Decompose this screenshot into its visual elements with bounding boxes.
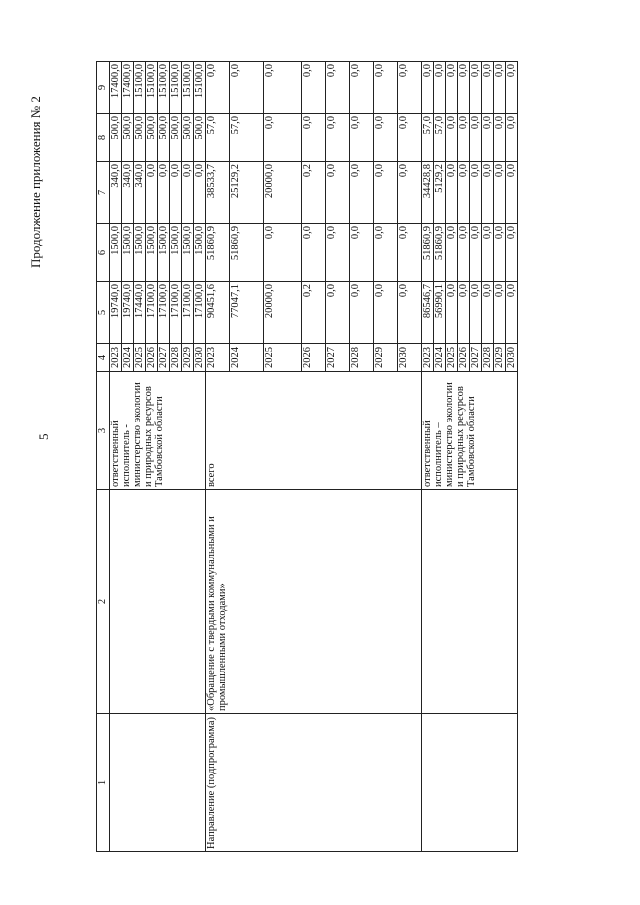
value-cell: 57,0 xyxy=(434,114,446,162)
value-cell: 0,2 xyxy=(302,282,326,344)
value-cell: 0,0 xyxy=(482,162,494,224)
rotated-table-area xyxy=(96,62,586,852)
value-cell: 1500,0 xyxy=(134,224,146,282)
year-cell: 2029 xyxy=(374,344,398,372)
value-cell: 0,0 xyxy=(350,62,374,114)
value-cell: 15100,0 xyxy=(146,62,158,114)
value-cell: 0,0 xyxy=(264,224,302,282)
name-cell xyxy=(110,490,206,714)
value-cell: 500,0 xyxy=(194,114,206,162)
value-cell: 500,0 xyxy=(158,114,170,162)
header-cell-4: 4 xyxy=(97,344,110,372)
value-cell: 0,0 xyxy=(302,224,326,282)
year-cell: 2030 xyxy=(194,344,206,372)
value-cell: 57,0 xyxy=(230,114,264,162)
value-cell: 0,0 xyxy=(482,114,494,162)
value-cell: 17440,0 xyxy=(134,282,146,344)
value-cell: 0,0 xyxy=(326,224,350,282)
value-cell: 0,0 xyxy=(446,62,458,114)
value-cell: 0,0 xyxy=(470,62,482,114)
value-cell: 500,0 xyxy=(146,114,158,162)
value-cell: 17400,0 xyxy=(122,62,134,114)
value-cell: 20000,0 xyxy=(264,282,302,344)
year-cell: 2026 xyxy=(458,344,470,372)
value-cell: 0,0 xyxy=(482,62,494,114)
value-cell: 0,0 xyxy=(506,282,518,344)
value-cell: 1500,0 xyxy=(182,224,194,282)
value-cell: 0,0 xyxy=(494,282,506,344)
value-cell: 51860,9 xyxy=(206,224,230,282)
value-cell: 0,0 xyxy=(506,162,518,224)
value-cell: 0,0 xyxy=(264,114,302,162)
year-cell: 2023 xyxy=(422,344,434,372)
value-cell: 500,0 xyxy=(182,114,194,162)
header-row xyxy=(97,62,110,852)
value-cell: 0,0 xyxy=(374,282,398,344)
value-cell: 0,0 xyxy=(494,114,506,162)
executor-cell: ответственный исполнитель – министерство экологии и природных ресурсов Тамбовской области xyxy=(422,372,518,490)
header-cell-5: 5 xyxy=(97,282,110,344)
value-cell: 0,0 xyxy=(264,62,302,114)
value-cell: 0,0 xyxy=(230,62,264,114)
value-cell: 0,0 xyxy=(482,224,494,282)
value-cell: 0,0 xyxy=(158,162,170,224)
value-cell: 0,0 xyxy=(458,114,470,162)
running-head: Продолжение приложения № 2 xyxy=(28,96,43,268)
value-cell: 56990,1 xyxy=(434,282,446,344)
value-cell: 500,0 xyxy=(110,114,122,162)
value-cell: 0,0 xyxy=(398,162,422,224)
value-cell: 15100,0 xyxy=(158,62,170,114)
value-cell: 19740,0 xyxy=(122,282,134,344)
year-cell: 2029 xyxy=(494,344,506,372)
value-cell: 0,0 xyxy=(374,114,398,162)
executor-cell: всего xyxy=(206,372,422,490)
year-cell: 2024 xyxy=(434,344,446,372)
table-row xyxy=(206,62,230,852)
value-cell: 17100,0 xyxy=(170,282,182,344)
value-cell: 0,0 xyxy=(350,114,374,162)
value-cell: 15100,0 xyxy=(194,62,206,114)
value-cell: 0,0 xyxy=(206,62,230,114)
value-cell: 0,0 xyxy=(470,282,482,344)
value-cell: 5129,2 xyxy=(434,162,446,224)
year-cell: 2028 xyxy=(482,344,494,372)
year-cell: 2029 xyxy=(182,344,194,372)
value-cell: 51860,9 xyxy=(434,224,446,282)
year-cell: 2025 xyxy=(264,344,302,372)
year-cell: 2024 xyxy=(122,344,134,372)
value-cell: 0,0 xyxy=(506,224,518,282)
direction-cell: Направление (подпрограмма) xyxy=(206,714,422,852)
value-cell: 0,0 xyxy=(350,224,374,282)
value-cell: 15100,0 xyxy=(170,62,182,114)
value-cell: 0,0 xyxy=(458,224,470,282)
value-cell: 0,0 xyxy=(398,224,422,282)
value-cell: 57,0 xyxy=(206,114,230,162)
value-cell: 0,0 xyxy=(302,114,326,162)
value-cell: 17400,0 xyxy=(110,62,122,114)
value-cell: 340,0 xyxy=(110,162,122,224)
header-cell-3: 3 xyxy=(97,372,110,490)
header-cell-1: 1 xyxy=(97,714,110,852)
year-cell: 2027 xyxy=(326,344,350,372)
value-cell: 0,0 xyxy=(494,162,506,224)
value-cell: 0,0 xyxy=(470,162,482,224)
financing-table xyxy=(96,61,518,852)
value-cell: 17100,0 xyxy=(146,282,158,344)
value-cell: 340,0 xyxy=(134,162,146,224)
value-cell: 0,0 xyxy=(494,224,506,282)
value-cell: 15100,0 xyxy=(182,62,194,114)
value-cell: 0,0 xyxy=(458,282,470,344)
value-cell: 1500,0 xyxy=(122,224,134,282)
value-cell: 0,0 xyxy=(470,114,482,162)
value-cell: 0,0 xyxy=(446,224,458,282)
table-row xyxy=(422,62,434,852)
value-cell: 51860,9 xyxy=(422,224,434,282)
value-cell: 0,0 xyxy=(470,224,482,282)
value-cell: 0,0 xyxy=(458,62,470,114)
year-cell: 2028 xyxy=(350,344,374,372)
year-cell: 2030 xyxy=(398,344,422,372)
direction-cell xyxy=(422,714,518,852)
year-cell: 2024 xyxy=(230,344,264,372)
page-number: 5 xyxy=(36,433,51,440)
value-cell: 20000,0 xyxy=(264,162,302,224)
year-cell: 2025 xyxy=(134,344,146,372)
value-cell: 0,0 xyxy=(350,162,374,224)
value-cell: 0,0 xyxy=(374,162,398,224)
value-cell: 1500,0 xyxy=(110,224,122,282)
value-cell: 1500,0 xyxy=(194,224,206,282)
year-cell: 2026 xyxy=(146,344,158,372)
value-cell: 0,2 xyxy=(302,162,326,224)
value-cell: 0,0 xyxy=(170,162,182,224)
value-cell: 17100,0 xyxy=(182,282,194,344)
value-cell: 0,0 xyxy=(398,62,422,114)
executor-cell: ответственный исполнитель - министерство экологии и природных ресурсов Тамбовской области xyxy=(110,372,206,490)
value-cell: 17100,0 xyxy=(158,282,170,344)
value-cell: 0,0 xyxy=(326,162,350,224)
value-cell: 0,0 xyxy=(326,114,350,162)
value-cell: 0,0 xyxy=(458,162,470,224)
value-cell: 0,0 xyxy=(326,282,350,344)
value-cell: 0,0 xyxy=(302,62,326,114)
value-cell: 0,0 xyxy=(350,282,374,344)
value-cell: 0,0 xyxy=(326,62,350,114)
value-cell: 0,0 xyxy=(506,62,518,114)
header-cell-9: 9 xyxy=(97,62,110,114)
value-cell: 0,0 xyxy=(146,162,158,224)
value-cell: 500,0 xyxy=(122,114,134,162)
value-cell: 0,0 xyxy=(482,282,494,344)
value-cell: 0,0 xyxy=(434,62,446,114)
value-cell: 15100,0 xyxy=(134,62,146,114)
value-cell: 77047,1 xyxy=(230,282,264,344)
value-cell: 86546,7 xyxy=(422,282,434,344)
year-cell: 2025 xyxy=(446,344,458,372)
value-cell: 19740,0 xyxy=(110,282,122,344)
value-cell: 0,0 xyxy=(194,162,206,224)
value-cell: 500,0 xyxy=(134,114,146,162)
value-cell: 0,0 xyxy=(398,114,422,162)
value-cell: 0,0 xyxy=(422,62,434,114)
name-cell: «Обращение с твердыми коммунальными и промышленными отходами» xyxy=(206,490,422,714)
value-cell: 1500,0 xyxy=(170,224,182,282)
value-cell: 500,0 xyxy=(170,114,182,162)
value-cell: 17100,0 xyxy=(194,282,206,344)
year-cell: 2023 xyxy=(206,344,230,372)
value-cell: 0,0 xyxy=(374,62,398,114)
value-cell: 0,0 xyxy=(446,114,458,162)
year-cell: 2026 xyxy=(302,344,326,372)
value-cell: 340,0 xyxy=(122,162,134,224)
value-cell: 0,0 xyxy=(446,162,458,224)
header-cell-6: 6 xyxy=(97,224,110,282)
value-cell: 0,0 xyxy=(182,162,194,224)
value-cell: 57,0 xyxy=(422,114,434,162)
header-cell-7: 7 xyxy=(97,162,110,224)
year-cell: 2023 xyxy=(110,344,122,372)
name-cell xyxy=(422,490,518,714)
value-cell: 0,0 xyxy=(446,282,458,344)
value-cell: 1500,0 xyxy=(158,224,170,282)
header-cell-2: 2 xyxy=(97,490,110,714)
year-cell: 2027 xyxy=(158,344,170,372)
year-cell: 2028 xyxy=(170,344,182,372)
table-row xyxy=(110,62,122,852)
value-cell: 1500,0 xyxy=(146,224,158,282)
header-cell-8: 8 xyxy=(97,114,110,162)
value-cell: 0,0 xyxy=(398,282,422,344)
year-cell: 2027 xyxy=(470,344,482,372)
value-cell: 90451,6 xyxy=(206,282,230,344)
direction-cell xyxy=(110,714,206,852)
value-cell: 25129,2 xyxy=(230,162,264,224)
value-cell: 38533,7 xyxy=(206,162,230,224)
value-cell: 0,0 xyxy=(374,224,398,282)
value-cell: 51860,9 xyxy=(230,224,264,282)
value-cell: 0,0 xyxy=(506,114,518,162)
value-cell: 0,0 xyxy=(494,62,506,114)
year-cell: 2030 xyxy=(506,344,518,372)
value-cell: 34428,8 xyxy=(422,162,434,224)
